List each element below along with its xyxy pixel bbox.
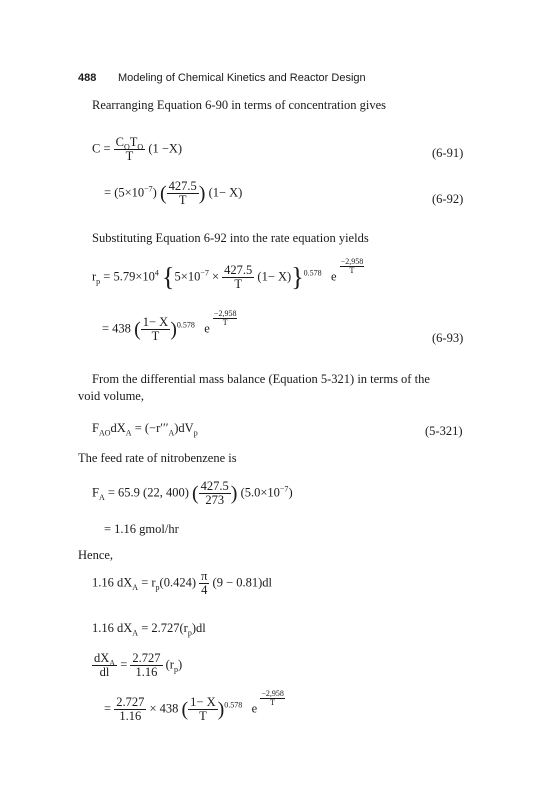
equation-hence-1: 1.16 $dX_A = r_p(0.424)$ $\frac{\pi}{4}$ (9 − 0.81)dl: [92, 569, 273, 598]
paragraph-1: Rearranging Equation 6-90 in terms of concentration gives: [92, 98, 387, 112]
equation-6-93: = 438 ( $\frac{1- X}{T}$ )$^{0.578}$ e $\frac{-2,958}{T}$: [102, 309, 237, 344]
paragraph-3-line-1: From the differential mass balance (Equation 5-321) in terms of the: [92, 372, 430, 386]
equation-5-321: $F_{AO}dX_A = (-r'''_A)dV_p$: [92, 421, 198, 438]
page-number: 488: [78, 72, 97, 84]
equation-hence-3: $\frac{dX_A}{dl}$ = $\frac{2.727}{1.16}$ $(r_p)$: [94, 651, 183, 680]
equation-number-6-91: (6-91): [432, 146, 464, 160]
equation-number-5-321: (5-321): [425, 424, 463, 438]
equation-feed-rate: $F_A = 65.9$ (22, 400) ( $\frac{427.5}{273}$ ) $(5.0\times 10^{-7})$: [92, 479, 293, 508]
paragraph-2: Substituting Equation 6-92 into the rate equation yields: [92, 231, 369, 245]
equation-number-6-93: (6-93): [432, 331, 464, 345]
paragraph-4: The feed rate of nitrobenzene is: [78, 451, 237, 465]
equation-number-6-92: (6-92): [432, 192, 464, 206]
equation-hence-2: 1.16 $dX_A = 2.727(r_p)dl$: [92, 621, 206, 638]
equation-6-91: C = $\frac{C_OT_O}{T}$ (1 −X): [92, 135, 183, 164]
paragraph-5: Hence,: [78, 548, 114, 562]
equation-hence-4: = $\frac{2.727}{1.16}$ × 438 ( $\frac{1- X}{T}$ )$^{0.578}$ e $\frac{-2,958}{T}$: [104, 689, 284, 724]
paragraph-3-line-2: void volume,: [78, 389, 144, 403]
equation-feed-rate-result: = 1.16 gmol/hr: [104, 522, 179, 536]
equation-6-92: = $(5\times 10^{-7})$ ( $\frac{427.5}{T}$ ) (1− X): [104, 179, 243, 208]
running-title: Modeling of Chemical Kinetics and Reactor Design: [118, 72, 366, 84]
equation-rate: $r_p = 5.79\times 10^4$ {$5\times 10^{-7}$ × $\frac{427.5}{T}$ (1− X)}$^{0.578}$ e $\frac{-2,958}{T}$: [92, 257, 364, 292]
